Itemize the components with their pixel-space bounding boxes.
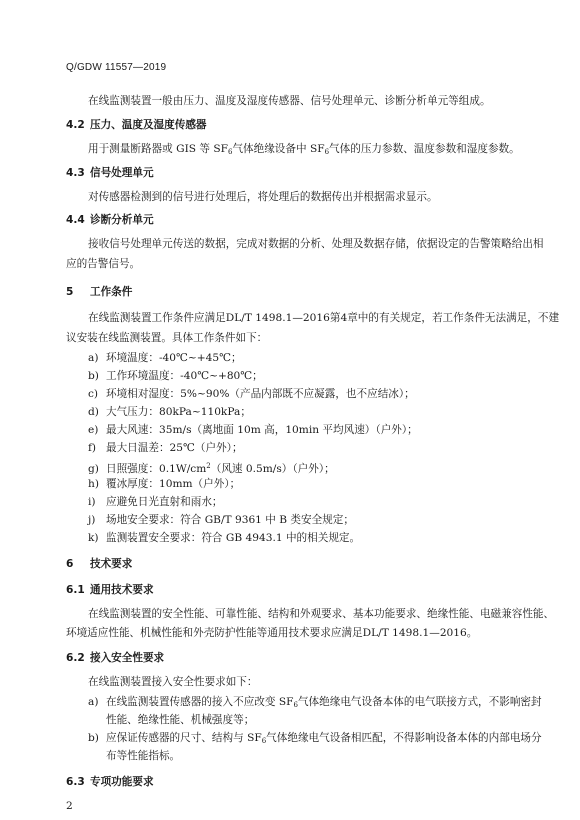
section-4-4-heading [66,214,154,227]
page-number: 2 [66,800,73,812]
list-item [88,406,251,419]
list-text: 最大日温差：25℃（户外）； [106,442,243,454]
list-text: 覆冰厚度：10mm（户外）； [106,478,241,490]
section-number: 6.1 [66,584,85,596]
section-4-2-paragraph [88,143,520,159]
list-item-continuation: 布等性能指标。 [106,750,181,762]
list-text: 环境温度：-40℃~+45℃； [106,352,242,364]
subscript: 6 [261,737,267,745]
list-label: g) [88,463,99,475]
list-label: d) [88,406,99,418]
list-item [88,732,542,748]
section-number: 6.3 [66,776,85,788]
section-title: 压力、温度及湿度传感器 [90,119,207,131]
list-label: j) [88,514,96,526]
section-title: 接入安全性要求 [90,652,165,664]
list-text: 应避免日光直射和雨水； [106,496,223,508]
list-item [88,352,242,365]
list-text: 监测装置安全要求：符合 GB 4943.1 中的相关规定。 [106,532,361,544]
section-6-1-paragraph-line-2: 环境适应性能、机械性能和外壳防护性能等通用技术要求应满足DL/T 1498.1—2016。 [66,627,478,639]
list-label: a) [88,696,99,708]
section-title: 通用技术要求 [90,584,154,596]
superscript: 2 [206,462,211,470]
list-text: 环境相对湿度：5%~90%（产品内部既不应凝露，也不应结冰）； [106,388,415,400]
section-5-heading [66,286,132,299]
section-number: 4.2 [66,119,85,131]
section-number: 4.4 [66,214,85,226]
list-item [88,424,418,437]
list-text: （风速 0.5m/s）（户外）； [210,463,335,475]
list-text: 场地安全要求：符合 GB/T 9361 中 B 类安全规定； [106,514,354,526]
list-text: 气体绝缘电气设备相匹配，不得影响设备本体的内部电场分 [266,732,542,744]
list-item [88,696,542,712]
section-title: 诊断分析单元 [90,214,154,226]
list-label: b) [88,732,99,744]
intro-paragraph: 在线监测装置一般由压力、温度及湿度传感器、信号处理单元、诊断分析单元等组成。 [88,95,491,107]
section-number: 6.2 [66,652,85,664]
list-item [88,514,354,527]
list-label: a) [88,352,99,364]
section-6-2-paragraph: 在线监测装置接入安全性要求如下： [88,676,258,688]
list-label: c) [88,388,99,400]
list-label: i) [88,496,96,508]
subscript: 6 [293,701,298,709]
text-fragment: 气体绝缘设备中 SF [232,143,325,155]
list-item [88,370,263,383]
section-title: 工作条件 [90,286,133,298]
section-number: 5 [66,286,74,298]
section-4-3-heading [66,167,154,180]
list-label: h) [88,478,99,490]
section-6-1-paragraph-line-1: 在线监测装置的安全性能、可靠性能、结构和外观要求、基本功能要求、绝缘性能、电磁兼容性能、 [88,608,555,620]
list-item-continuation: 性能、绝缘性能、机械强度等； [106,714,255,726]
subscript: 6 [324,148,330,156]
section-number: 6 [66,558,74,570]
list-label: k) [88,532,99,544]
list-text: 日照强度：0.1W/cm [106,463,207,475]
list-item [88,442,243,455]
list-text: 最大风速：35m/s（离地面 10m 高，10min 平均风速）（户外）； [106,424,418,436]
text-fragment: 用于测量断路器或 GIS 等 SF [88,143,228,155]
list-text: 应保证传感器的尺寸、结构与 SF [106,732,262,744]
list-text: 在线监测装置传感器的接入不应改变 SF [106,696,294,708]
section-6-2-heading [66,652,164,665]
section-5-paragraph-line-2: 议安装在线监测装置。具体工作条件如下： [66,332,268,344]
list-text: 工作环境温度：-40℃~+80℃； [106,370,263,382]
section-5-paragraph-line-1: 在线监测装置工作条件应满足DL/T 1498.1—2016第4章中的有关规定，若工作条件无法满足，不建 [88,312,560,324]
section-title: 信号处理单元 [90,167,154,179]
list-text: 大气压力：80kPa~110kPa； [106,406,251,418]
list-text: 气体绝缘电气设备本体的电气联接方式，不影响密封 [297,696,542,708]
list-item [88,496,223,509]
section-4-2-heading [66,119,207,132]
section-4-4-paragraph-line-2: 应的告警信号。 [66,258,141,270]
list-label: f) [88,442,97,454]
list-item [88,532,360,545]
section-6-3-heading [66,776,154,789]
section-title: 专项功能要求 [90,776,154,788]
list-label: e) [88,424,99,436]
subscript: 6 [227,148,233,156]
section-4-4-paragraph-line-1: 接收信号处理单元传送的数据，完成对数据的分析、处理及数据存储，依据设定的告警策略给出相 [88,238,544,250]
document-code-header: Q/GDW 11557—2019 [66,62,167,73]
section-title: 技术要求 [90,558,133,570]
list-item [88,478,240,491]
section-6-heading [66,558,132,571]
list-label: b) [88,370,99,382]
section-4-3-paragraph: 对传感器检测到的信号进行处理后，将处理后的数据传出并根据需求显示。 [88,191,438,203]
text-fragment: 气体的压力参数、温度参数和湿度参数。 [329,143,520,155]
list-item [88,388,415,401]
list-item [88,460,335,476]
section-6-1-heading [66,584,154,597]
section-number: 4.3 [66,167,85,179]
